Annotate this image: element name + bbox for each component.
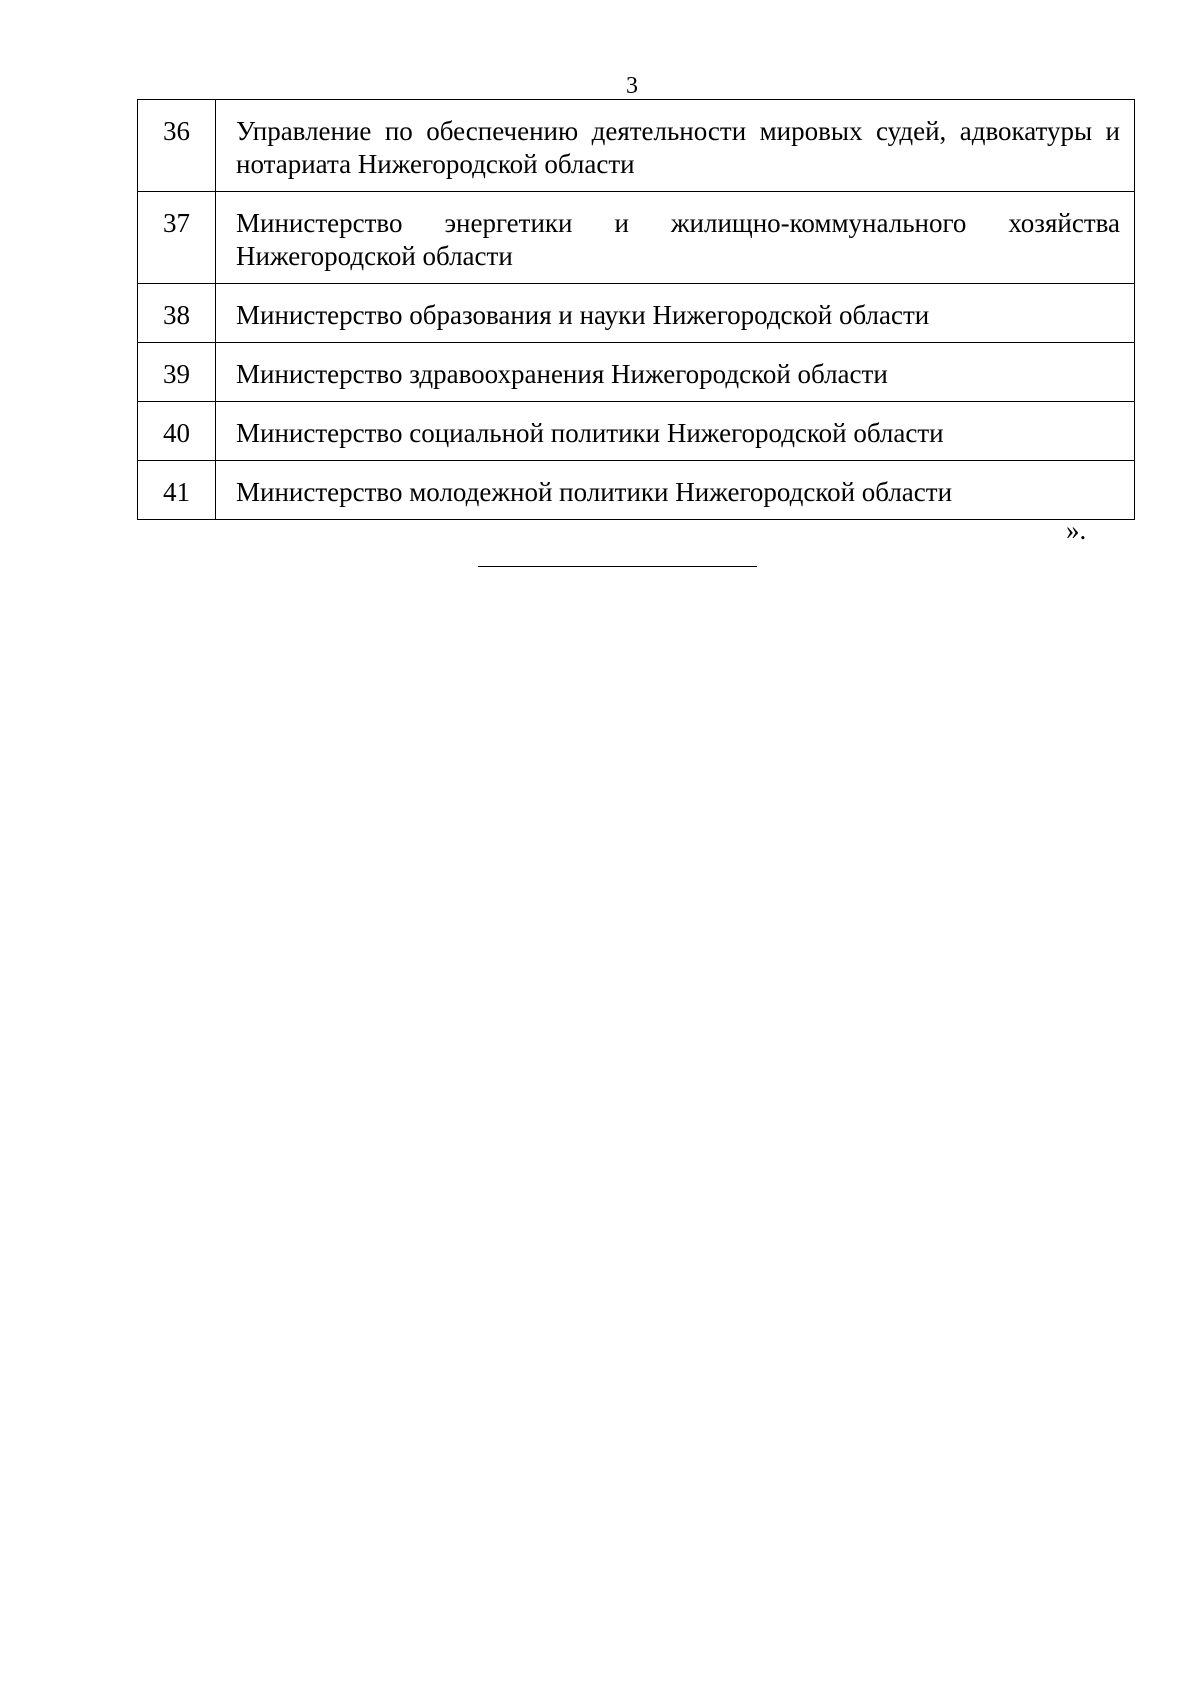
- agencies-table: [137, 99, 1135, 520]
- agency-name: Министерство энергетики и жилищно-коммунального хозяйства Нижегородской области: [216, 192, 1135, 284]
- table-row: [138, 461, 1135, 520]
- agency-name: Министерство образования и науки Нижегородской области: [216, 284, 1135, 343]
- row-number: 41: [138, 461, 216, 520]
- table-row: [138, 343, 1135, 402]
- agency-name: Министерство молодежной политики Нижегородской области: [216, 461, 1135, 520]
- table-row: [138, 100, 1135, 192]
- row-number: 39: [138, 343, 216, 402]
- page-number: 3: [626, 73, 638, 99]
- agency-name: Управление по обеспечению деятельности мировых судей, адвокатуры и нотариата Нижегородской области: [216, 100, 1135, 192]
- agency-name: Министерство здравоохранения Нижегородской области: [216, 343, 1135, 402]
- row-number: 36: [138, 100, 216, 192]
- row-number: 37: [138, 192, 216, 284]
- table-row: [138, 284, 1135, 343]
- table-row: [138, 192, 1135, 284]
- table-row: [138, 402, 1135, 461]
- row-number: 38: [138, 284, 216, 343]
- closing-quote: ».: [1066, 515, 1087, 545]
- end-rule-divider: [478, 566, 757, 567]
- agency-name: Министерство социальной политики Нижегородской области: [216, 402, 1135, 461]
- row-number: 40: [138, 402, 216, 461]
